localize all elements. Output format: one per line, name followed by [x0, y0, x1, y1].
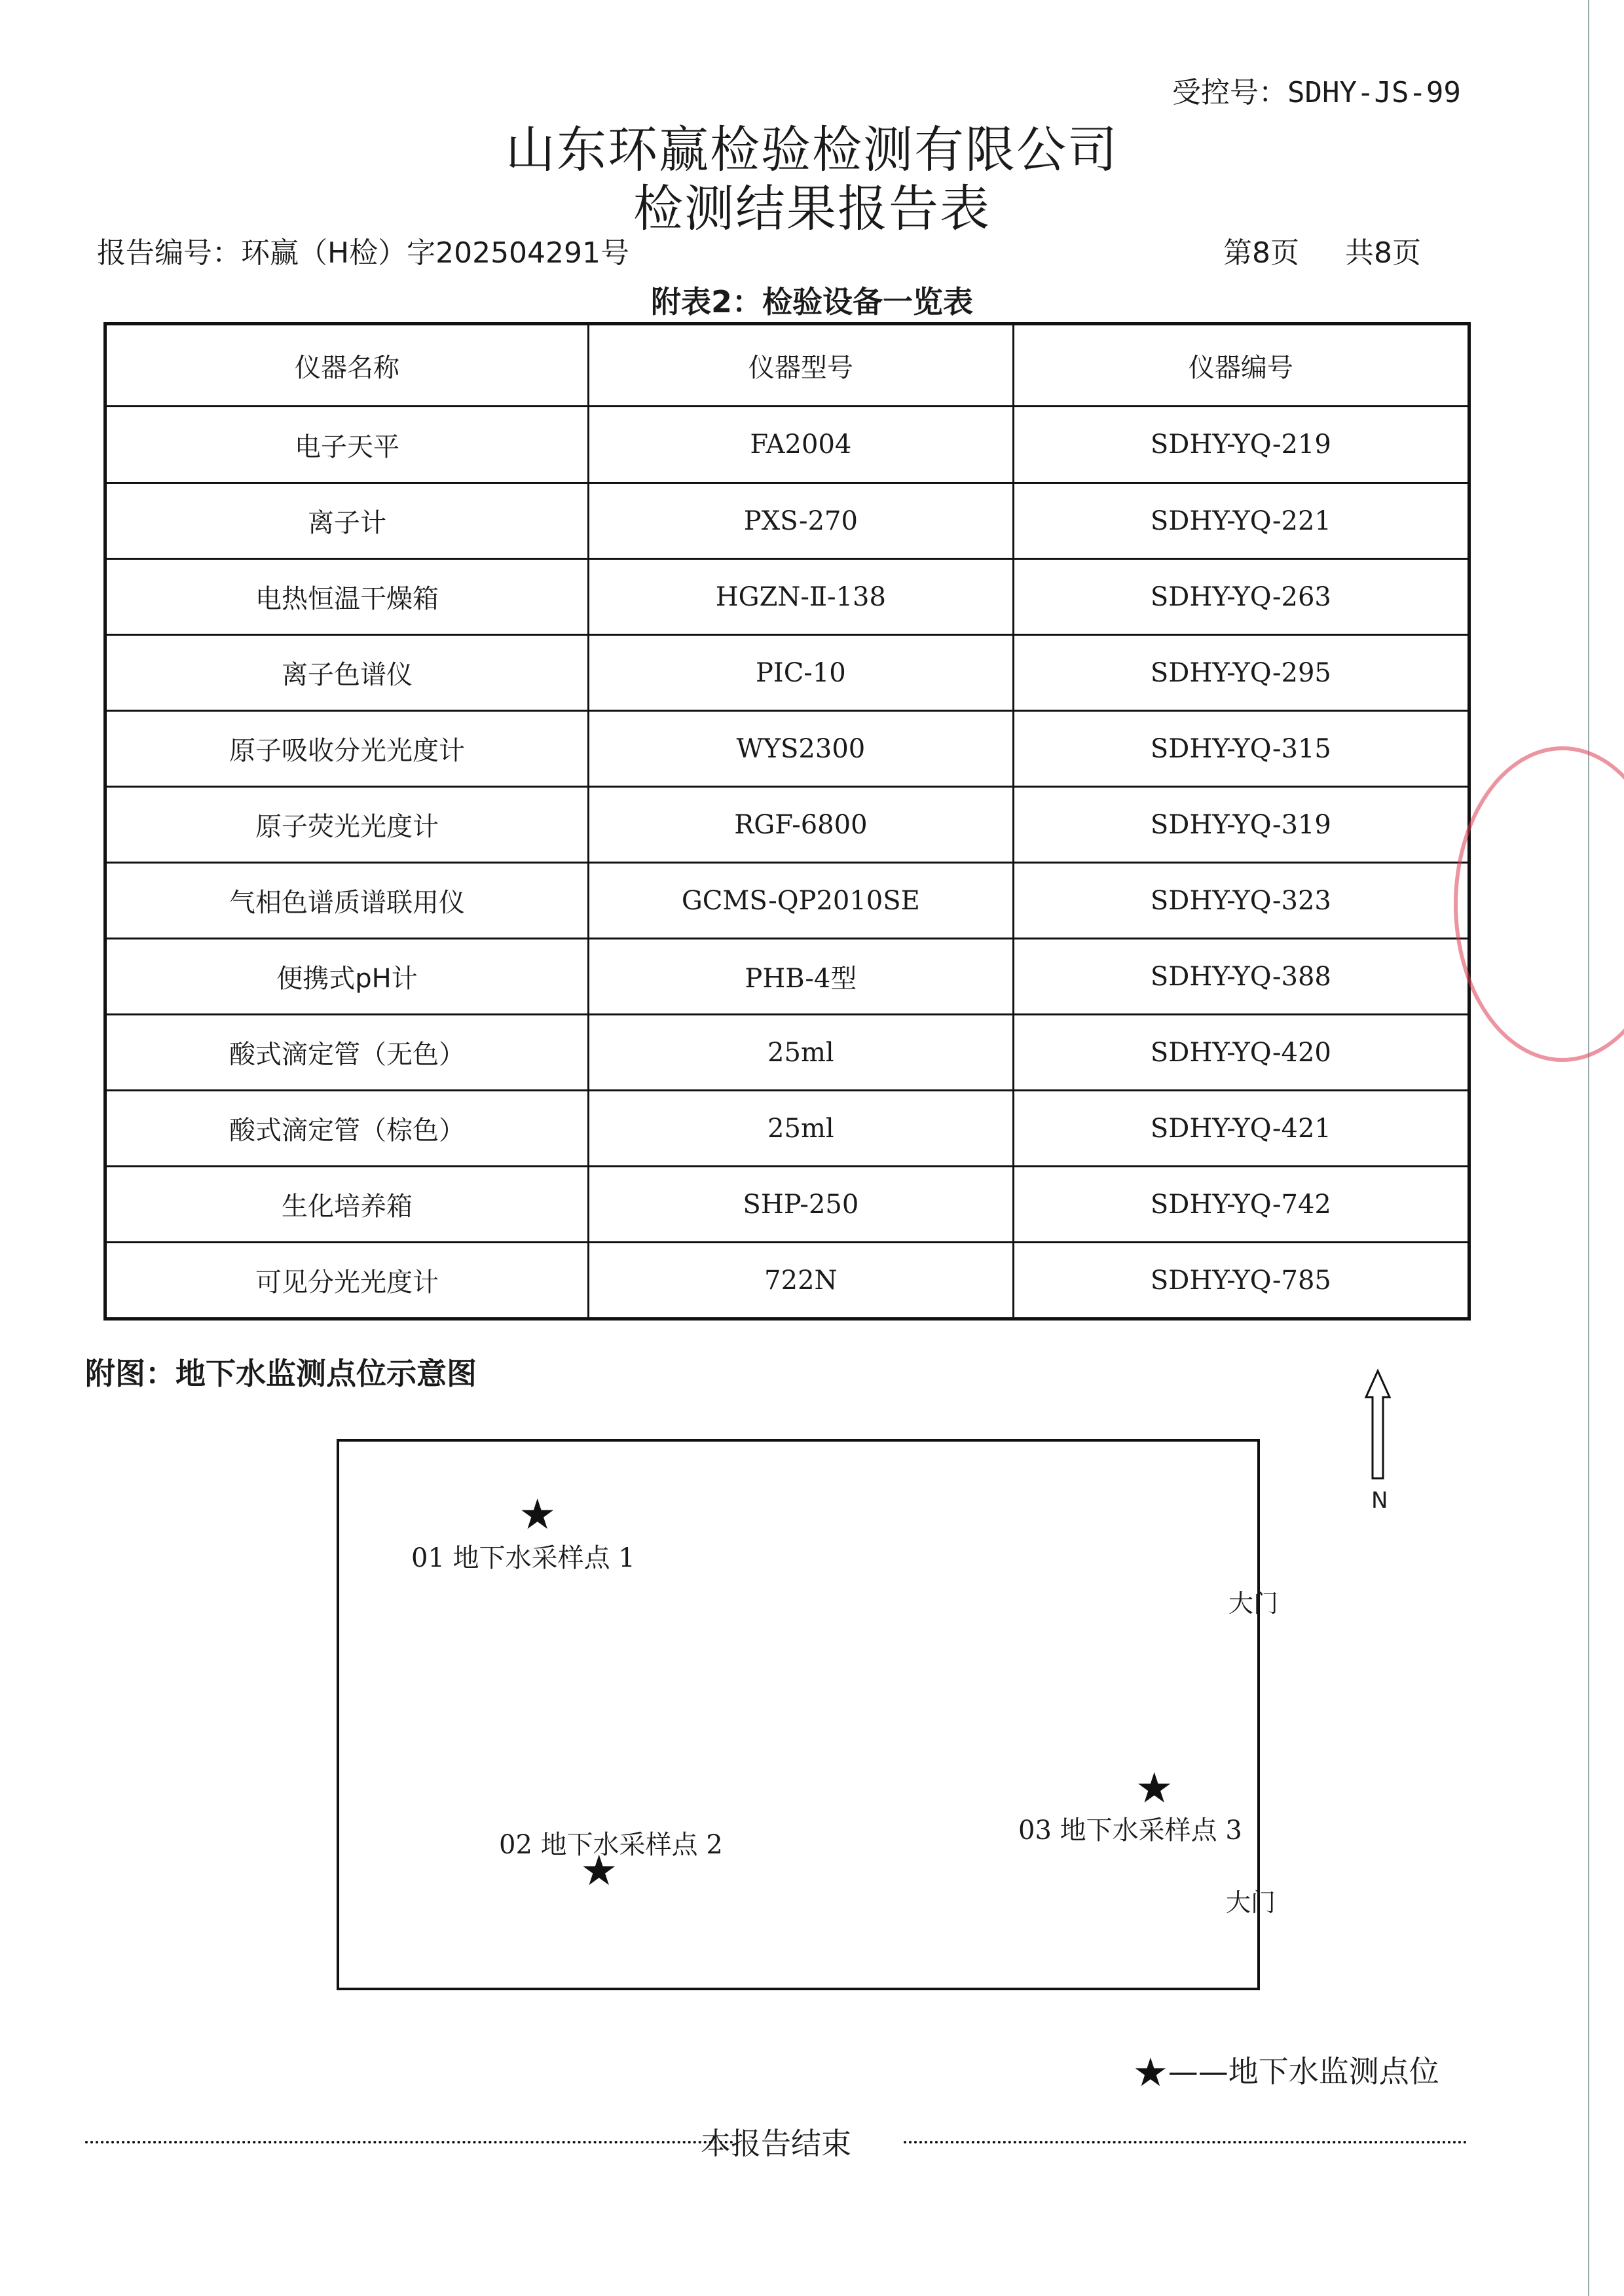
column-header-name: 仪器名称	[105, 324, 589, 407]
cell-name: 酸式滴定管（棕色）	[105, 1091, 589, 1167]
cell-id: SDHY-YQ-295	[1013, 635, 1469, 711]
cell-id: SDHY-YQ-323	[1013, 863, 1469, 939]
table-row	[105, 1243, 1469, 1319]
table-row	[105, 1091, 1469, 1167]
cell-name: 气相色谱质谱联用仪	[105, 863, 589, 939]
column-header-model: 仪器型号	[589, 324, 1014, 407]
cell-id: SDHY-YQ-388	[1013, 939, 1469, 1015]
cell-model: SHP-250	[589, 1167, 1014, 1243]
sampling-point-label: 02 地下水采样点 2	[499, 1830, 723, 1860]
cell-name: 便携式pH计	[105, 939, 589, 1015]
page-number	[1223, 229, 1421, 271]
page-current: 第8页	[1223, 236, 1299, 270]
cell-model: 25ml	[589, 1091, 1014, 1167]
north-arrow-icon	[1363, 1368, 1392, 1499]
table-row	[105, 483, 1469, 559]
sampling-point-label: 01 地下水采样点 1	[411, 1543, 635, 1573]
cell-name: 酸式滴定管（无色）	[105, 1015, 589, 1091]
star-icon: ★	[580, 1847, 618, 1895]
star-icon: ★	[1133, 2050, 1168, 2096]
cell-name: 离子色谱仪	[105, 635, 589, 711]
cell-name: 离子计	[105, 483, 589, 559]
column-header-id: 仪器编号	[1013, 324, 1469, 407]
table-header-row	[105, 324, 1469, 407]
table-row	[105, 787, 1469, 863]
cell-model: WYS2300	[589, 711, 1014, 787]
table-row	[105, 711, 1469, 787]
cell-id: SDHY-YQ-315	[1013, 711, 1469, 787]
figure-caption: 附图：地下水监测点位示意图	[85, 1356, 477, 1391]
map-legend	[1133, 2048, 1439, 2096]
cell-name: 原子吸收分光光度计	[105, 711, 589, 787]
cell-model: PXS-270	[589, 483, 1014, 559]
cell-model: PIC-10	[589, 635, 1014, 711]
table-row	[105, 1167, 1469, 1243]
cell-model: HGZN-Ⅱ-138	[589, 559, 1014, 635]
site-boundary	[337, 1439, 1260, 1990]
sampling-point-label: 03 地下水采样点 3	[1018, 1815, 1242, 1846]
cell-id: SDHY-YQ-263	[1013, 559, 1469, 635]
cell-id: SDHY-YQ-742	[1013, 1167, 1469, 1243]
equipment-table-caption: 附表2：检验设备一览表	[650, 284, 973, 319]
cell-id: SDHY-YQ-785	[1013, 1243, 1469, 1319]
stamp-seal	[1454, 746, 1624, 1062]
cell-id: SDHY-YQ-319	[1013, 787, 1469, 863]
equipment-table	[103, 322, 1471, 1321]
control-number: 受控号：SDHY-JS-99	[1172, 76, 1461, 109]
table-row	[105, 407, 1469, 483]
company-name: 山东环赢检验检测有限公司	[506, 120, 1118, 179]
report-end-text: 本报告结束	[701, 2126, 851, 2161]
cell-model: 722N	[589, 1243, 1014, 1319]
gate-label: 大门	[1228, 1589, 1279, 1618]
cell-model: GCMS-QP2010SE	[589, 863, 1014, 939]
cell-name: 原子荧光光度计	[105, 787, 589, 863]
cell-id: SDHY-YQ-219	[1013, 407, 1469, 483]
cell-id: SDHY-YQ-221	[1013, 483, 1469, 559]
cell-model: RGF-6800	[589, 787, 1014, 863]
cell-name: 生化培养箱	[105, 1167, 589, 1243]
cell-name: 可见分光光度计	[105, 1243, 589, 1319]
table-row	[105, 635, 1469, 711]
report-number: 报告编号：环赢（H检）字202504291号	[97, 236, 630, 270]
gate-label: 大门	[1226, 1888, 1276, 1917]
cell-model: 25ml	[589, 1015, 1014, 1091]
cell-id: SDHY-YQ-421	[1013, 1091, 1469, 1167]
cell-name: 电热恒温干燥箱	[105, 559, 589, 635]
table-row	[105, 559, 1469, 635]
star-icon: ★	[1135, 1764, 1173, 1813]
legend-text: ——地下水监测点位	[1168, 2054, 1439, 2089]
table-row	[105, 939, 1469, 1015]
table-row	[105, 863, 1469, 939]
star-icon: ★	[519, 1491, 557, 1539]
north-label: N	[1371, 1487, 1388, 1514]
page-total: 共8页	[1345, 236, 1421, 270]
cell-id: SDHY-YQ-420	[1013, 1015, 1469, 1091]
cell-model: PHB-4型	[589, 939, 1014, 1015]
page-title: 检测结果报告表	[633, 179, 991, 238]
table-row	[105, 1015, 1469, 1091]
scan-edge-line	[1588, 0, 1589, 2296]
cell-name: 电子天平	[105, 407, 589, 483]
cell-model: FA2004	[589, 407, 1014, 483]
